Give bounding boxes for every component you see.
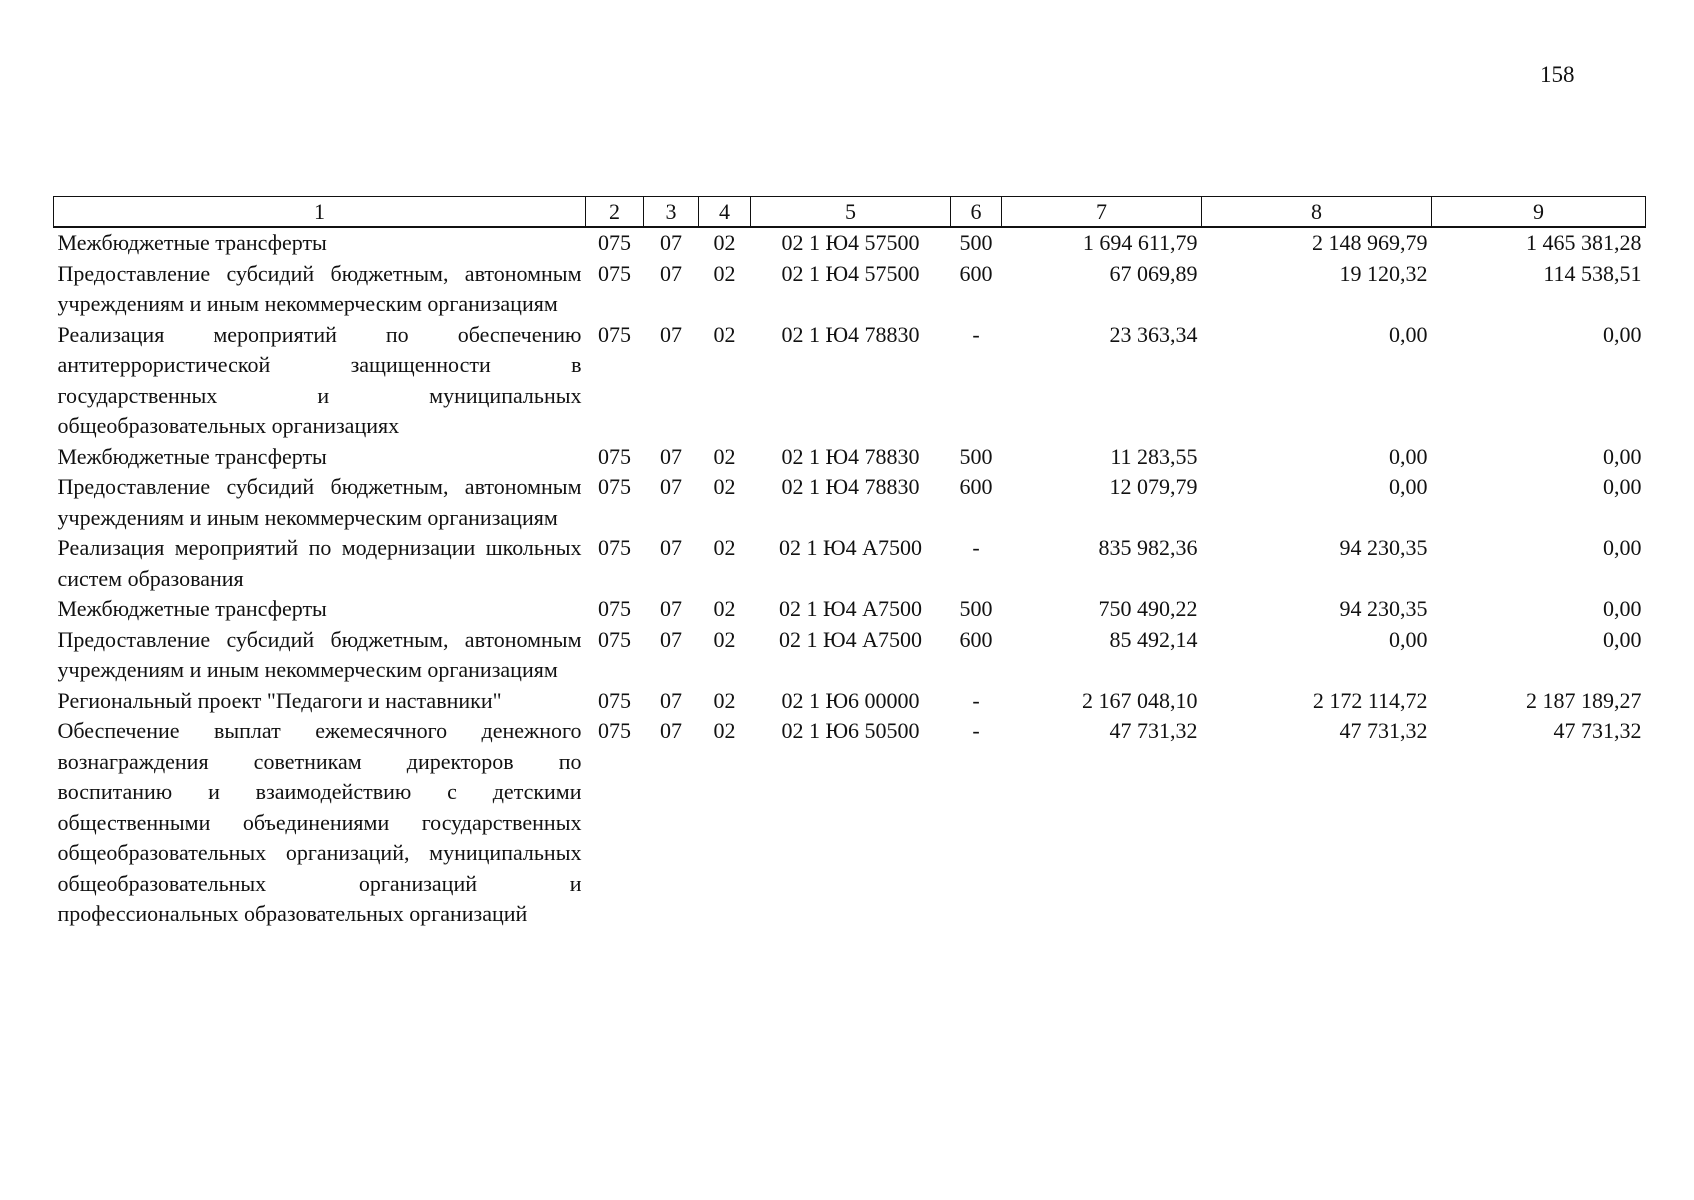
table-row (54, 472, 1646, 533)
row-value-7: 835 982,36 (1098, 535, 1198, 560)
col-header-7: 7 (1002, 197, 1202, 228)
row-value-8: 0,00 (1389, 443, 1428, 469)
row-name: Реализация мероприятий по модернизации школьных систем образования (57, 535, 582, 591)
table-row (54, 686, 1646, 717)
row-name: Межбюджетные трансферты (57, 596, 327, 621)
row-col3: 07 (660, 687, 682, 713)
row-col4: 02 (713, 321, 736, 347)
row-code: 02 1 Ю6 50500 (781, 718, 920, 743)
table-header-row (54, 197, 1646, 228)
row-col4: 02 (713, 535, 736, 560)
row-col6: 500 (959, 443, 993, 469)
row-col4: 02 (713, 718, 736, 743)
row-col4: 02 (713, 687, 736, 713)
row-value-8: 47 731,32 (1339, 718, 1428, 743)
row-value-9: 0,00 (1603, 443, 1642, 469)
row-code: 02 1 Ю4 А7500 (779, 626, 922, 652)
row-col3: 07 (660, 443, 682, 469)
row-value-9: 47 731,32 (1553, 718, 1642, 743)
row-value-9: 0,00 (1603, 321, 1642, 347)
row-col2: 075 (598, 626, 631, 652)
row-col3: 07 (660, 474, 682, 499)
table-row (54, 716, 1646, 930)
row-name: Региональный проект "Педагоги и наставники" (57, 687, 502, 713)
row-value-7: 2 167 048,10 (1082, 687, 1198, 713)
row-col3: 07 (660, 596, 682, 621)
row-value-7: 47 731,32 (1109, 718, 1198, 743)
row-value-9: 0,00 (1603, 535, 1642, 560)
table-row (54, 259, 1646, 320)
row-value-7: 67 069,89 (1109, 260, 1198, 286)
row-value-7: 1 694 611,79 (1082, 230, 1198, 255)
row-name: Межбюджетные трансферты (57, 230, 327, 255)
row-value-7: 85 492,14 (1109, 626, 1198, 652)
row-value-8: 0,00 (1389, 626, 1428, 652)
row-col3: 07 (660, 260, 682, 286)
row-code: 02 1 Ю4 78830 (781, 443, 920, 469)
row-col6: 600 (959, 260, 993, 286)
col-header-1: 1 (54, 197, 586, 228)
row-code: 02 1 Ю4 78830 (781, 474, 920, 499)
row-code: 02 1 Ю4 57500 (781, 260, 920, 286)
row-col4: 02 (713, 260, 736, 286)
row-col6: 500 (959, 596, 993, 621)
row-col4: 02 (713, 474, 736, 499)
row-value-9: 0,00 (1603, 474, 1642, 499)
row-col3: 07 (660, 230, 682, 255)
row-name: Реализация мероприятий по обеспечению антитеррористической защищенности в государственных и муниципальных общеобразовательных организациях (57, 321, 582, 438)
col-header-9: 9 (1432, 197, 1646, 228)
row-code: 02 1 Ю4 А7500 (779, 535, 922, 560)
row-value-8: 2 172 114,72 (1312, 687, 1428, 713)
row-value-9: 0,00 (1603, 626, 1642, 652)
row-col6: 500 (959, 230, 993, 255)
row-col6: 600 (959, 626, 993, 652)
row-col2: 075 (598, 718, 631, 743)
row-col3: 07 (660, 718, 682, 743)
col-header-3: 3 (644, 197, 699, 228)
row-col3: 07 (660, 321, 682, 347)
row-value-9: 2 187 189,27 (1526, 687, 1642, 713)
row-value-7: 750 490,22 (1098, 596, 1198, 621)
row-code: 02 1 Ю4 А7500 (779, 596, 922, 621)
row-name: Предоставление субсидий бюджетным, автономным учреждениям и иным некоммерческим организациям (57, 260, 582, 316)
row-value-8: 2 148 969,79 (1312, 230, 1428, 255)
row-col2: 075 (598, 321, 631, 347)
row-col2: 075 (598, 260, 631, 286)
table-row (54, 227, 1646, 259)
row-value-7: 12 079,79 (1109, 474, 1198, 499)
row-name: Обеспечение выплат ежемесячного денежного вознаграждения советникам директоров по воспитанию и взаимодействию с детскими общественными объединениями государственных общеобразовательных организаций, муниципальных общеобразовательных организаций и профессиональных образовательных организаций (57, 718, 582, 926)
row-col3: 07 (660, 535, 682, 560)
row-name: Предоставление субсидий бюджетным, автономным учреждениям и иным некоммерческим организациям (57, 626, 582, 682)
row-value-7: 11 283,55 (1110, 443, 1198, 469)
row-value-8: 19 120,32 (1339, 260, 1428, 286)
row-col6: 600 (959, 474, 993, 499)
table-row (54, 594, 1646, 625)
row-value-8: 94 230,35 (1339, 535, 1428, 560)
row-code: 02 1 Ю6 00000 (781, 687, 920, 713)
row-col2: 075 (598, 474, 631, 499)
budget-table (53, 196, 1646, 930)
table-row (54, 320, 1646, 442)
row-name: Предоставление субсидий бюджетным, автономным учреждениям и иным некоммерческим организациям (57, 474, 582, 530)
row-value-9: 114 538,51 (1543, 260, 1642, 286)
row-col6: - (972, 687, 980, 713)
table-row (54, 442, 1646, 473)
col-header-2: 2 (586, 197, 644, 228)
row-value-8: 0,00 (1389, 474, 1428, 499)
row-col6: - (972, 321, 980, 347)
row-col4: 02 (713, 626, 736, 652)
table-row (54, 625, 1646, 686)
row-col6: - (972, 718, 980, 743)
row-col2: 075 (598, 596, 631, 621)
row-value-8: 94 230,35 (1339, 596, 1428, 621)
col-header-8: 8 (1202, 197, 1432, 228)
row-col2: 075 (598, 535, 631, 560)
row-col6: - (972, 535, 980, 560)
row-col4: 02 (713, 230, 736, 255)
row-value-8: 0,00 (1389, 321, 1428, 347)
row-col4: 02 (713, 596, 736, 621)
row-col2: 075 (598, 687, 631, 713)
col-header-4: 4 (699, 197, 751, 228)
row-col2: 075 (598, 230, 631, 255)
row-value-9: 1 465 381,28 (1526, 230, 1642, 255)
table-row (54, 533, 1646, 594)
row-value-7: 23 363,34 (1109, 321, 1198, 347)
row-col2: 075 (598, 443, 631, 469)
row-col3: 07 (660, 626, 682, 652)
page-number: 158 (1540, 62, 1575, 87)
row-name: Межбюджетные трансферты (57, 443, 327, 469)
col-header-5: 5 (751, 197, 951, 228)
row-col4: 02 (713, 443, 736, 469)
row-value-9: 0,00 (1603, 596, 1642, 621)
row-code: 02 1 Ю4 57500 (781, 230, 920, 255)
col-header-6: 6 (951, 197, 1002, 228)
row-code: 02 1 Ю4 78830 (781, 321, 920, 347)
